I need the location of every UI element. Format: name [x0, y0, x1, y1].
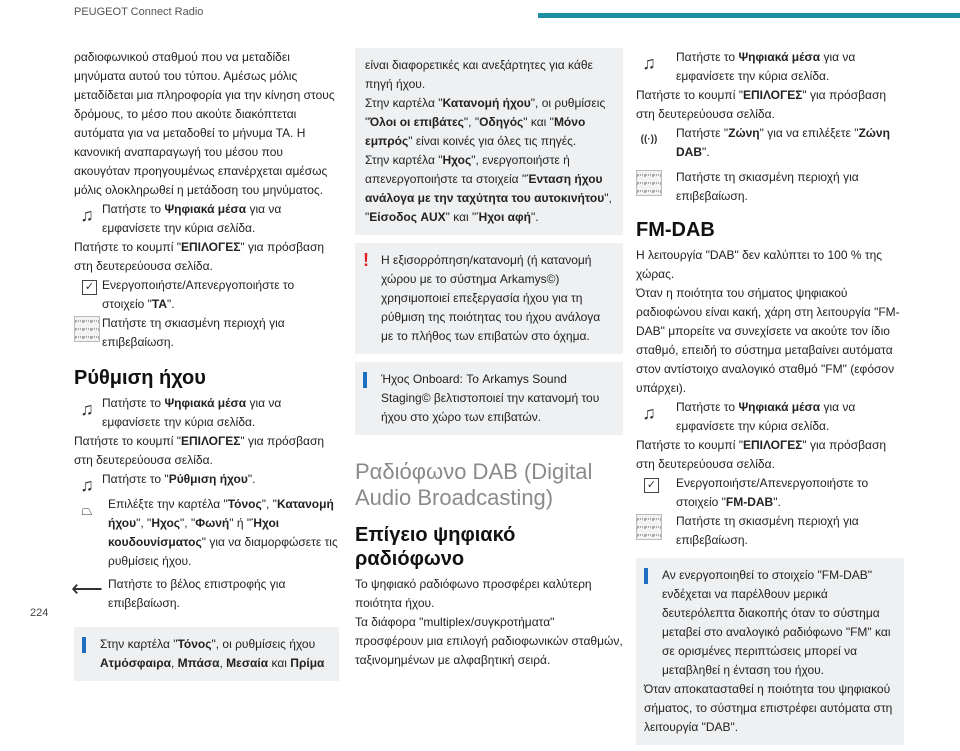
column-3 — [636, 48, 904, 751]
info-box: Ήχος Onboard: Το Arkamys Sound Staging© βελτιστοποιεί την κατανομή του ήχου στο χώρο των επιβατών. — [355, 362, 623, 435]
paragraph: ραδιοφωνικού σταθμού που να μεταδίδει μηνύματα αυτού του τύπου. Αμέσως μόλις μεταδίδεται μια πληροφορία για την κίνηση στους δρόμους, το μέσο που ακούτε διακόπτεται αυτόματα για να μεταδοθεί το μήνυμα ΤΑ. Η κανονική αναπαραγωγή του μέσου που ακουγόταν προηγουμένως επανέρχεται αμέσως μόλις ολοκληρωθεί η μετάδοση του μηνύματος. — [74, 50, 335, 197]
column-2 — [355, 48, 623, 670]
page-number: 224 — [30, 607, 49, 619]
music-note-icon: ♫ — [642, 402, 656, 423]
music-note-icon: ♫ — [80, 398, 94, 419]
grid-touch-icon — [74, 316, 100, 342]
running-header: PEUGEOT Connect Radio — [74, 6, 204, 18]
section-heading: Ρύθμιση ήχου — [74, 367, 206, 389]
grid-touch-icon — [636, 170, 662, 196]
step: Πατήστε τη σκιασμένη περιοχή για επιβεβαίωση. — [74, 314, 339, 352]
music-note-icon: ♫ — [80, 474, 94, 495]
step: Πατήστε το κουμπί "ΕΠΙΛΟΓΕΣ" για πρόσβαση στη δευτερεύουσα σελίδα. — [74, 240, 325, 273]
step: ♫ Πατήστε το Ψηφιακά μέσα για να εμφανίσετε την κύρια σελίδα. — [74, 394, 339, 432]
music-note-icon: ♫ — [642, 52, 656, 73]
step: ⟵ Πατήστε το βέλος επιστροφής για επιβεβαίωση. — [71, 575, 286, 610]
step: Πατήστε τη σκιασμένη περιοχή για επιβεβαίωση. — [636, 168, 904, 206]
warning-box: ! Η εξισορρόπηση/κατανομή (ή κατανομή χώρου με το σύστημα Arkamys©) χρησιμοποιεί επεξεργασία ήχου για τη ρύθμιση της ποιότητας του ήχου ανάλογα με το πλήθος των επιβατών στο όχημα. — [355, 243, 623, 354]
info-box: Στην καρτέλα "Τόνος", οι ρυθμίσεις ήχου Ατμόσφαιρα, Μπάσα, Μεσαία και Πρίμα — [74, 627, 339, 681]
grid-touch-icon — [636, 514, 662, 540]
step: ♫ Πατήστε το Ψηφιακά μέσα για να εμφανίσετε την κύρια σελίδα. — [636, 48, 904, 86]
step: ♫ Πατήστε το Ψηφιακά μέσα για να εμφανίσετε την κύρια σελίδα. — [74, 200, 339, 238]
step: ✓ Ενεργοποιήστε/Απενεργοποιήστε το στοιχείο "FM-DAB". — [636, 474, 904, 512]
step: ✓ Ενεργοποιήστε/Απενεργοποιήστε το στοιχείο "TA". — [74, 276, 339, 314]
tab-icon: ⏢ — [81, 501, 93, 518]
step: Πατήστε το κουμπί "ΕΠΙΛΟΓΕΣ" για πρόσβαση στη δευτερεύουσα σελίδα. — [74, 434, 325, 467]
step: Πατήστε το κουμπί "ΕΠΙΛΟΓΕΣ" για πρόσβαση στη δευτερεύουσα σελίδα. — [636, 438, 887, 471]
step: ♫ Πατήστε το Ψηφιακά μέσα για να εμφανίσετε την κύρια σελίδα. — [636, 398, 904, 436]
step: Πατήστε το κουμπί "ΕΠΙΛΟΓΕΣ" για πρόσβαση στη δευτερεύουσα σελίδα. — [636, 88, 887, 121]
section-heading: Επίγειο ψηφιακό ραδιόφωνο — [355, 524, 516, 570]
step: ♫ Πατήστε το "Ρύθμιση ήχου". — [74, 470, 339, 489]
dab-band-icon: ((·)) — [640, 133, 658, 145]
chapter-heading: Ραδιόφωνο DAB (Digital Audio Broadcasting) — [355, 459, 593, 510]
info-box-continued: είναι διαφορετικές και ανεξάρτητες για κάθε πηγή ήχου. Στην καρτέλα "Κατανομή ήχου", οι ρυθμίσεις "Όλοι οι επιβάτες", "Οδηγός" και "Μόνο εμπρός" είναι κοινές για όλες τις πηγές. Στην καρτέλα "Ηχος", ενεργοποιήστε ή απενεργοποιήστε τα στοιχεία "Ένταση ήχου ανάλογα με την ταχύτητα του αυτοκινήτου", "Είσοδος AUX" και "Ήχοι αφή". — [355, 48, 623, 235]
header-accent-bar — [538, 13, 960, 18]
info-icon — [644, 568, 650, 584]
checkbox-icon: ✓ — [644, 478, 659, 493]
paragraph: Τα διάφορα "multiplex/συγκροτήματα" προσφέρουν μια επιλογή ραδιοφωνικών σταθμών, ταξινομημένων με αλφαβητική σειρά. — [355, 615, 623, 667]
info-box: Αν ενεργοποιηθεί το στοιχείο "FM-DAB" ενδέχεται να παρέλθουν μερικά δευτερόλεπτα διακοπής όταν το σύστημα μεταβεί στο αναλογικό ραδιόφωνο "FM" και σε ορισμένες περιπτώσεις μπορεί να μεταβληθεί η ένταση του ήχου. Όταν αποκατασταθεί η ποιότητα του ψηφιακού σήματος, το σύστημα επιστρέφει αυτόματα στη λειτουργία "DAB". — [636, 558, 904, 745]
section-heading: FM-DAB — [636, 219, 715, 241]
step: ((·)) Πατήστε "Ζώνη" για να επιλέξετε "Ζώνη DAB". — [636, 124, 904, 162]
paragraph: Η λειτουργία "DAB" δεν καλύπτει το 100 % της χώρας. — [636, 248, 883, 281]
info-icon — [82, 637, 88, 653]
paragraph: Όταν η ποιότητα του σήματος ψηφιακού ραδιοφώνου είναι κακή, χάρη στη λειτουργία "FM-DAB" μπορείτε να συνεχίσετε να ακούτε τον ίδιο σταθμό, επειδή το σύστημα μεταβαίνει αυτόματα στον αντίστοιχο αναλογικό σταθμό "FM" (εφόσον υπάρχει). — [636, 286, 900, 395]
step: Πατήστε τη σκιασμένη περιοχή για επιβεβαίωση. — [636, 512, 904, 550]
back-arrow-icon: ⟵ — [71, 575, 103, 601]
paragraph: Το ψηφιακό ραδιόφωνο προσφέρει καλύτερη ποιότητα ήχου. — [355, 577, 592, 610]
column-1 — [71, 48, 339, 687]
checkbox-icon: ✓ — [82, 280, 97, 295]
warning-icon: ! — [363, 250, 369, 270]
music-note-icon: ♫ — [80, 204, 94, 225]
step: ⏢ Επιλέξτε την καρτέλα "Τόνος", "Κατανομή ήχου", "Ηχος", "Φωνή" ή "Ήχοι κουδουνίσματος" για να διαμορφώσετε τις ρυθμίσεις ήχου. — [74, 495, 339, 571]
info-icon — [363, 372, 369, 388]
